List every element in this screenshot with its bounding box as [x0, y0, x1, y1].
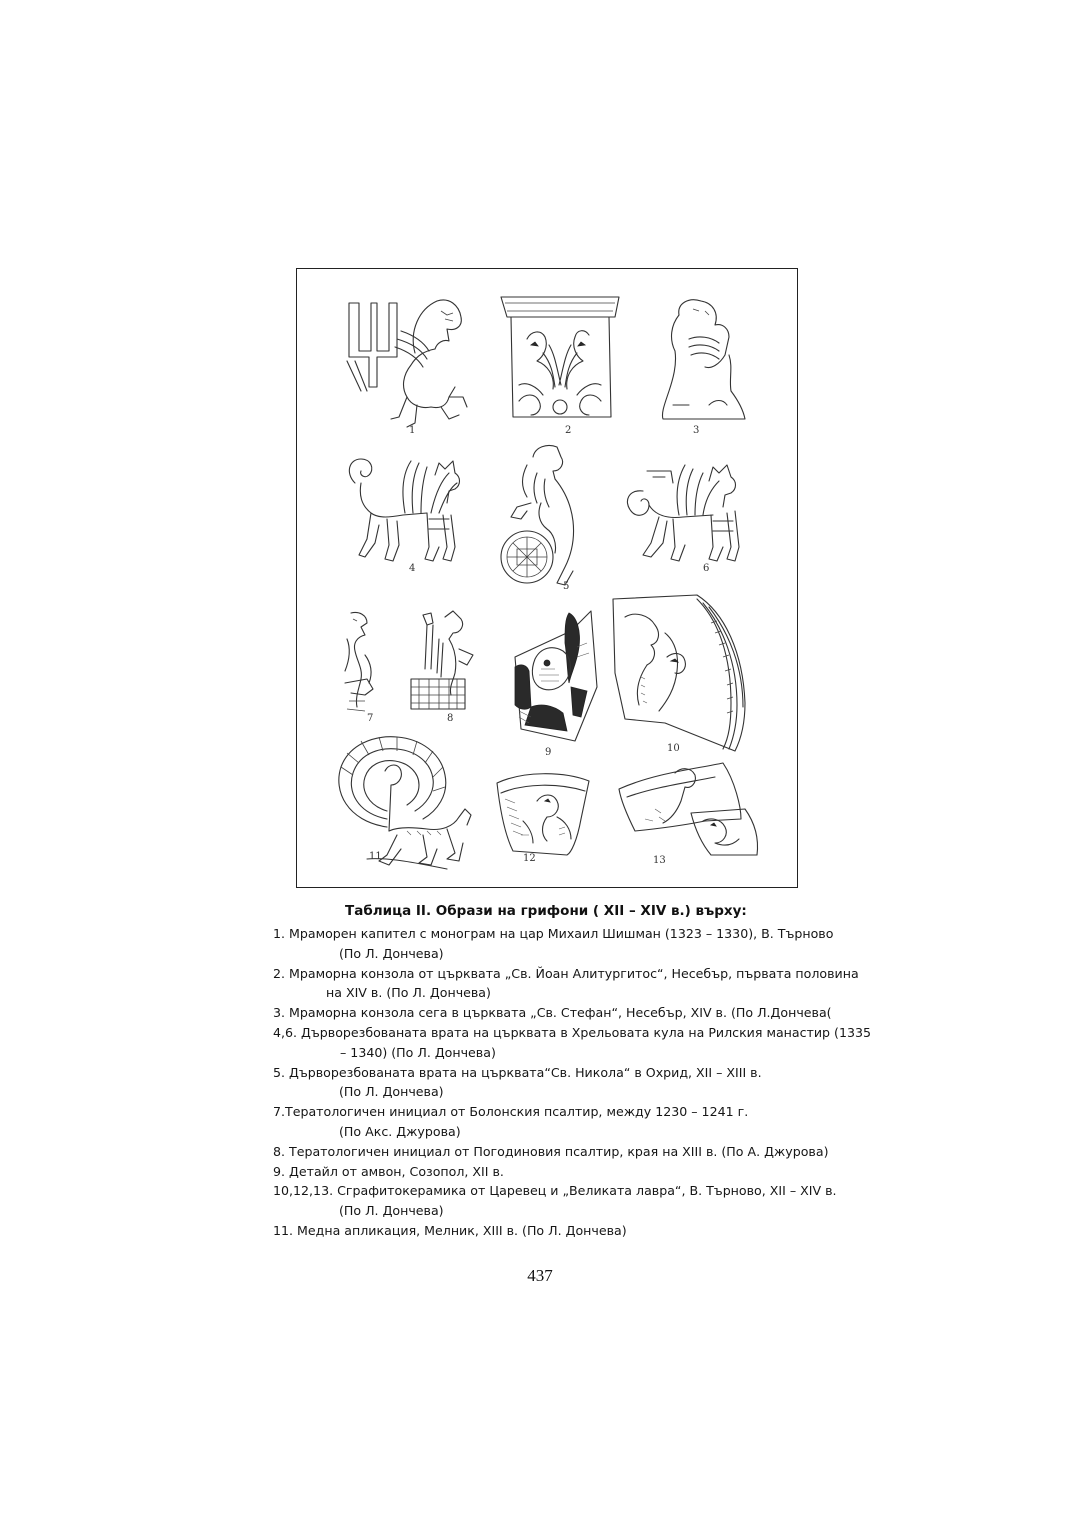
griffin-figure-8: [405, 609, 485, 729]
caption-line: 8. Тератологичен инициал от Погодиновия псалтир, края на XIII в. (По А. Джурова): [273, 1143, 829, 1159]
griffin-drawing-3: [649, 295, 759, 445]
caption-line: 10,12,13. Сграфитокерамика от Царевец и „Великата лавра“, В. Търново, XII – XIV в.: [273, 1183, 837, 1199]
griffin-drawing-2: [497, 295, 627, 445]
figure-number-9: 9: [545, 747, 552, 758]
griffin-drawing-1: [337, 291, 477, 441]
caption-item-1: [273, 924, 883, 964]
caption-item-9: [273, 1162, 883, 1182]
figure-number-10: 10: [667, 743, 680, 754]
griffin-figure-10: [605, 593, 765, 759]
caption-item-8: [273, 1142, 883, 1162]
figure-number-12: 12: [523, 853, 536, 864]
figure-number-3: 3: [693, 425, 700, 436]
table-caption-title: Таблица II. Образи на грифони ( XII – XIV в.) върху:: [345, 903, 747, 919]
griffin-figure-2: [497, 295, 627, 445]
griffin-drawing-8: [405, 609, 485, 729]
figure-number-8: 8: [447, 713, 454, 724]
caption-line: 3. Мраморна конзола сега в църквата „Св. Стефан“, Несебър, XIV в. (По Л.Дончева(: [273, 1005, 832, 1021]
caption-item-7: [273, 1102, 883, 1142]
caption-line: 1. Мраморен капител с монограм на цар Михаил Шишман (1323 – 1330), В. Търново: [273, 926, 834, 941]
caption-item-10-12-13: [273, 1181, 883, 1221]
caption-item-5: [273, 1063, 883, 1103]
caption-continuation: (По Л. Дончева): [339, 945, 444, 961]
griffin-drawing-6: [613, 455, 763, 581]
page-number: 437: [527, 1266, 553, 1285]
caption-continuation: (По Л. Дончева): [339, 1203, 444, 1219]
figure-number-6: 6: [703, 563, 710, 574]
figure-number-13: 13: [653, 855, 666, 866]
griffin-drawing-4: [331, 455, 481, 581]
griffin-drawing-12: [493, 769, 593, 869]
griffin-figure-6: [613, 455, 763, 581]
griffin-drawing-13: [615, 759, 765, 869]
figure-number-5: 5: [563, 581, 570, 592]
griffin-figure-1: [337, 291, 477, 441]
caption-line: 9. Детайл от амвон, Созопол, XII в.: [273, 1163, 504, 1179]
griffin-drawing-10: [605, 593, 765, 759]
griffin-figure-5: [487, 443, 617, 595]
griffin-figure-13: [615, 759, 765, 869]
caption-item-4-6: [273, 1023, 883, 1063]
griffin-drawing-9: [511, 607, 607, 757]
caption-line: 5. Дърворезбованата врата на църквата“Св. Никола“ в Охрид, XII – XIII в.: [273, 1064, 762, 1080]
caption-continuation: – 1340) (По Л. Дончева): [340, 1044, 496, 1060]
caption-item-2: [273, 964, 883, 1004]
caption-item-11: [273, 1221, 883, 1241]
caption-continuation: (По Л. Дончева): [339, 1084, 444, 1100]
figure-number-7: 7: [367, 713, 374, 724]
figure-number-2: 2: [565, 425, 572, 436]
caption-item-3: [273, 1003, 883, 1023]
griffin-figure-3: [649, 295, 759, 445]
caption-continuation: на XIV в. (По Л. Дончева): [326, 985, 491, 1001]
figure-number-1: 1: [409, 425, 416, 436]
caption-line: 11. Медна апликация, Мелник, XIII в. (По Л. Дончева): [273, 1222, 627, 1238]
griffin-figure-9: [511, 607, 607, 757]
caption-line: 2. Мраморна конзола от църквата „Св. Йоан Алитургитос“, Несебър, първата половина: [273, 965, 859, 981]
griffin-figure-12: [493, 769, 593, 869]
figure-number-11: 11: [369, 851, 382, 862]
caption-continuation: (По Акс. Джурова): [339, 1123, 461, 1139]
caption-line: 4,6. Дърворезбованата врата на църквата в Хрельовата кула на Рилския манастир (1335: [273, 1024, 872, 1040]
figure-plate: [296, 268, 798, 888]
griffin-drawing-5: [487, 443, 617, 595]
griffin-drawing-11: [327, 731, 487, 881]
caption-list: [273, 924, 883, 1241]
caption-line: 7.Тератологичен инициал от Болонския псалтир, между 1230 – 1241 г.: [273, 1104, 749, 1120]
griffin-figure-11: [327, 731, 487, 881]
griffin-figure-7: [337, 609, 387, 729]
figure-number-4: 4: [409, 563, 416, 574]
griffin-figure-4: [331, 455, 481, 581]
griffin-drawing-7: [337, 609, 387, 729]
